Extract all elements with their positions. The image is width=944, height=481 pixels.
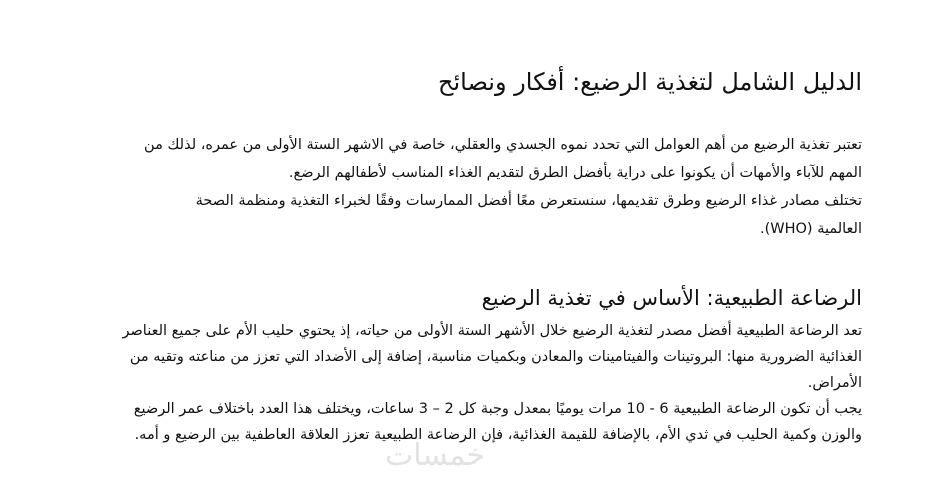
watermark-logo: خمسات [384,438,485,473]
section-paragraph-line: الغذائية الضرورية منها: البروتينات والفيتامينات والمعادن وبكميات مناسبة، إضافة إلى الأضداد التي تعزز من مناعته وتقيه من [129,349,862,365]
section-paragraph-line: يجب أن تكون الرضاعة الطبيعية 6 - 10 مرات يوميًا بمعدل وجبة كل 2 – 3 ساعات، ويختلف هذا العدد باختلاف عمر الرضيع [133,401,862,417]
intro-paragraph-line: تختلف مصادر غذاء الرضيع وطرق تقديمها، سنستعرض معًا أفضل الممارسات وفقًا لخبراء التغذية ومنظمة الصحة [195,193,862,209]
page-title: الدليل الشامل لتغذية الرضيع: أفكار ونصائح [437,68,862,96]
section-paragraph-line: الأمراض. [807,375,862,391]
section-title: الرضاعة الطبيعية: الأساس في تغذية الرضيع [481,286,862,310]
section-paragraph-line: تعد الرضاعة الطبيعية أفضل مصدر لتغذية الرضيع خلال الأشهر الستة الأولى من حياته، إذ يحتوي حليب الأم على جميع العناصر [122,323,862,339]
section-paragraph-line: والوزن وكمية الحليب في ثدي الأم، بالإضافة للقيمة الغذائية، فإن الرضاعة الطبيعية تعزز العلاقة العاطفية بين الرضيع و أمه. [134,427,862,443]
intro-paragraph-line: تعتبر تغذية الرضيع من أهم العوامل التي تحدد نموه الجسدي والعقلي، خاصة في الاشهر الستة الأولى من عمره، لذلك من [144,137,862,153]
intro-paragraph-line: العالمية (WHO). [759,221,862,237]
intro-paragraph-line: المهم للآباء والأمهات أن يكونوا على دراية بأفضل الطرق لتقديم الغذاء المناسب لأطفالهم الرضع. [288,165,862,181]
